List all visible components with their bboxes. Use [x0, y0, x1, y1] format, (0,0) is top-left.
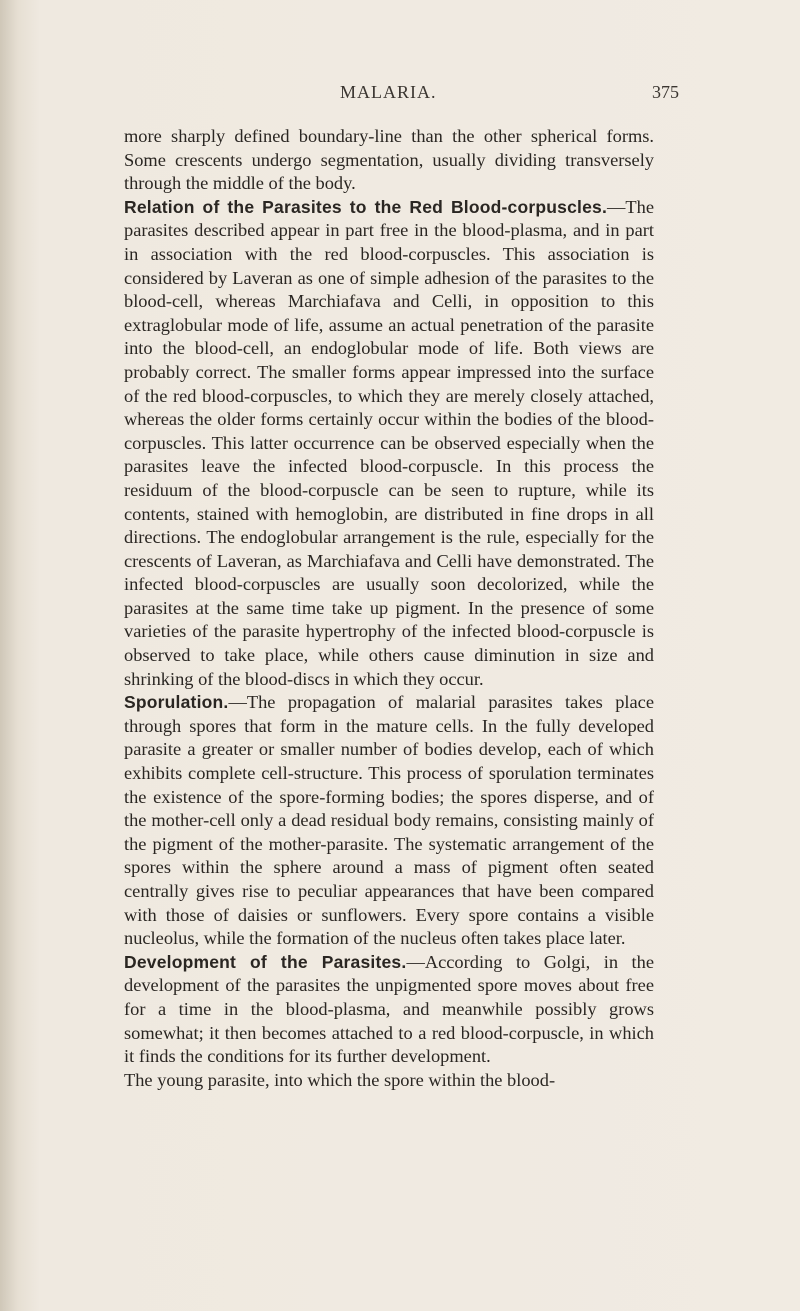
- paragraph-development-body: —According to Golgi, in the development of the parasites the unpigmented spore moves about free for a time in the blood-plasma, and meanwhile possibly grows somewhat; it then becomes attached to a red blood-corpuscle, in which it finds the conditions for its further development.: [124, 951, 654, 1067]
- paragraph-sporulation: [124, 691, 654, 951]
- paragraph-relation: [124, 196, 654, 691]
- paragraph-young-parasite: The young parasite, into which the spore within the blood-: [124, 1069, 556, 1090]
- section-heading-relation: Relation of the Parasites to the Red Blood-corpuscles.: [124, 196, 608, 217]
- section-heading-sporulation: Sporulation.: [124, 692, 229, 713]
- section-heading-development: Development of the Parasites.: [124, 951, 407, 972]
- page-number: 375: [652, 82, 679, 102]
- paragraph-relation-body: —The parasites described appear in part free in the blood-plasma, and in part in association with the red blood-corpuscles. This association is considered by Laveran as one of simple adhesion of the parasites to the blood-cell, whereas Marchiafava and Celli, in opposition to this extraglobular mode of life, assume an actual penetration of the parasite into the blood-cell, an endoglobular mode of life. Both views are probably correct. The smaller forms appear impressed into the surface of the red blood-corpuscles, to which they are merely closely attached, whereas the older forms certainly occur within the bodies of the blood-corpuscles. This latter occurrence can be observed especially when the parasites leave the infected blood-corpuscle. In this process the residuum of the blood-corpuscle can be seen to rupture, while its contents, stained with hemoglobin, are distributed in fine drops in all directions. The endoglobular arrangement is the rule, especially for the crescents of Laveran, as Marchiafava and Celli have demonstrated. The infected blood-corpuscles are usually soon decolorized, while the parasites at the same time take up pigment. In the presence of some varieties of the parasite hypertrophy of the infected blood-corpuscle is observed to take place, while others cause diminution in size and shrinking of the blood-discs in which they occur.: [124, 196, 654, 689]
- running-head: MALARIA.: [340, 82, 437, 102]
- page-header: [0, 82, 800, 106]
- paragraph-sporulation-body: —The propagation of malarial parasites takes place through spores that form in the mature cells. In the fully developed parasite a greater or smaller number of bodies develop, each of which exhibits complete cell-structure. This process of sporulation terminates the existence of the spore-forming bodies; the spores disperse, and of the mother-cell only a dead residual body remains, consisting mainly of the pigment of the mother-parasite. The systematic arrangement of the spores within the sphere around a mass of pigment often seated centrally gives rise to peculiar appearances that have been compared with those of daisies or sunflowers. Every spore contains a visible nucleolus, while the formation of the nucleus often takes place later.: [124, 692, 654, 949]
- paragraph-continuation: more sharply defined boundary-line than the other spherical forms. Some crescents undergo segmentation, usually dividing transversely through the middle of the body.: [124, 126, 654, 194]
- body-text: [124, 125, 654, 1092]
- paragraph-development: [124, 951, 654, 1069]
